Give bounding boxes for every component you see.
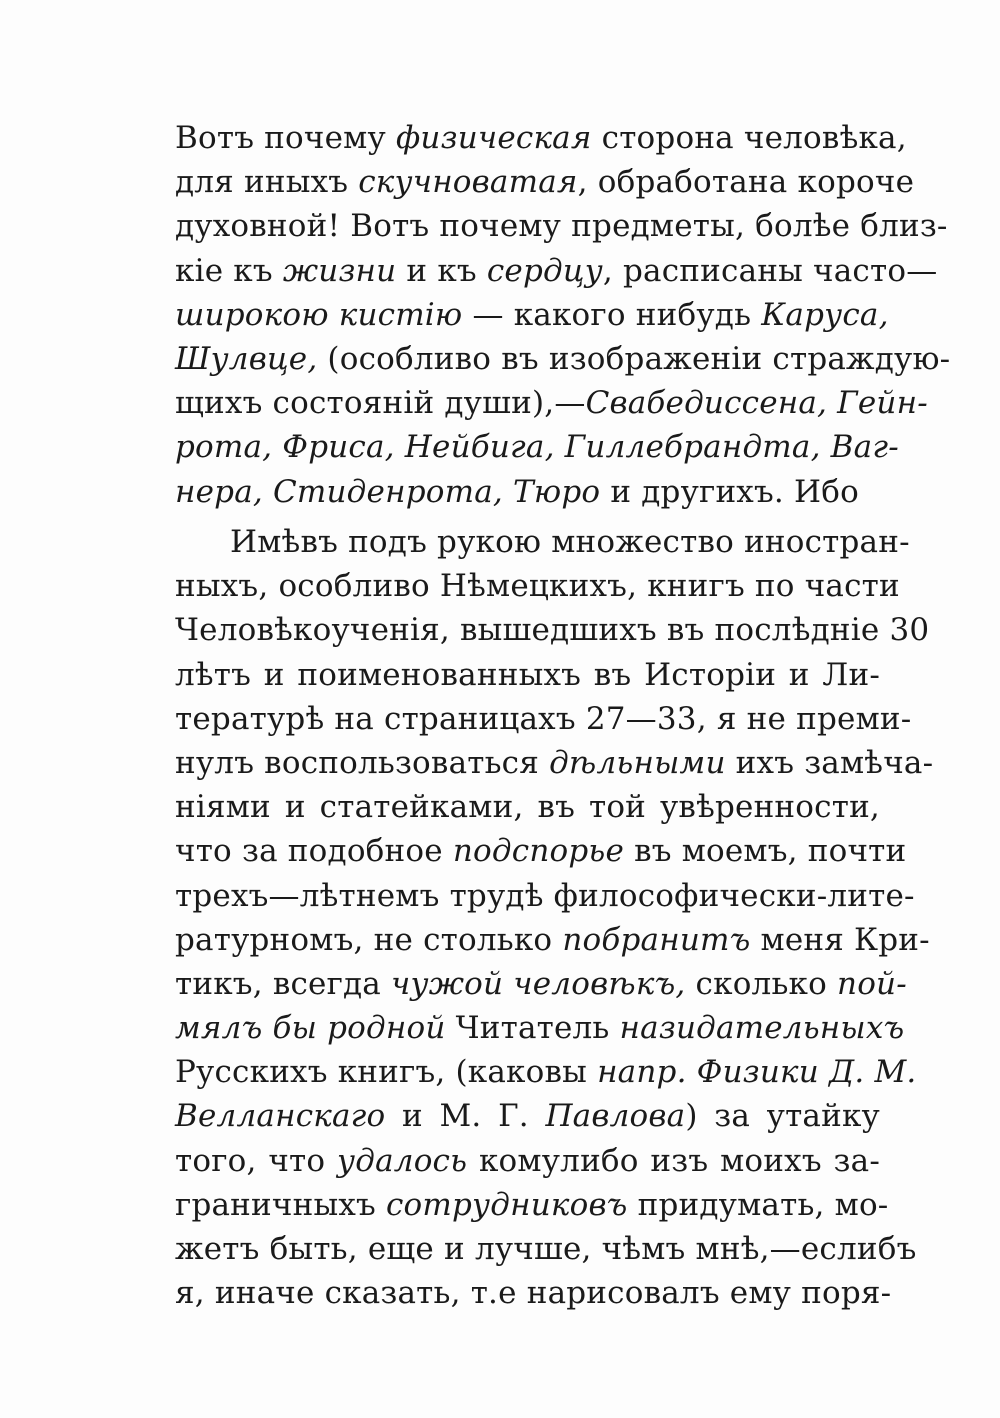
italic-text: скучноватая (358, 164, 578, 201)
italic-text: Велланскаго (175, 1098, 386, 1135)
italic-text: мялъ бы родной (175, 1010, 446, 1047)
text-segment: и другихъ. Ибо (600, 473, 859, 510)
text-line (175, 697, 912, 741)
text-segment: сторона человѣка, (591, 120, 907, 156)
text-segment: ныхъ, особливо Нѣмецкихъ, книгъ по части (175, 568, 900, 605)
text-segment: духовной! Вотъ почему предметы, болѣе близ- (175, 208, 948, 245)
text-segment: трехъ—лѣтнемъ трудѣ философически-лите- (175, 877, 915, 914)
text-line (175, 785, 880, 829)
text-segment: , обработана короче (577, 164, 915, 201)
text-line (175, 249, 938, 293)
italic-text: Каруса, (761, 296, 889, 333)
text-segment: комулибо изъ моихъ за- (467, 1142, 880, 1179)
text-segment: ніями и статейками, въ той увѣренности, (175, 789, 880, 826)
text-segment: что за подобное (175, 833, 453, 870)
text-line (175, 116, 907, 160)
italic-text: напр. Физики Д. М. (597, 1054, 917, 1091)
text-segment: я, иначе сказать, т.е нарисовалъ ему поря- (175, 1275, 892, 1312)
text-segment: ратурномъ, не столько (175, 921, 563, 958)
italic-text: широкою кистію (175, 296, 463, 333)
text-line (175, 653, 880, 697)
text-segment: граничныхъ (175, 1186, 386, 1223)
text-line (175, 741, 934, 785)
text-line (175, 1139, 880, 1183)
italic-text: удалось (337, 1142, 468, 1179)
text-segment: тикъ, всегда (175, 965, 392, 1002)
text-segment: жетъ быть, еще и лучше, чѣмъ мнѣ,—еслибъ (175, 1231, 917, 1267)
text-line (175, 470, 880, 514)
italic-text: Павлова (545, 1098, 686, 1135)
text-line (175, 1050, 917, 1094)
text-line (175, 520, 910, 564)
text-line (175, 337, 951, 381)
text-segment: — какого нибудь (462, 296, 762, 333)
paragraph-2 (175, 520, 934, 1315)
text-line (175, 160, 915, 204)
text-line (175, 564, 900, 608)
italic-text: Свабедиссена, Гейн- (585, 385, 928, 422)
text-line (175, 425, 899, 469)
text-segment: придумать, мо- (627, 1186, 889, 1223)
text-segment: Человѣкоученія, вышедшихъ въ послѣдніе 30 (175, 612, 930, 649)
italic-text: физическая (395, 120, 592, 156)
text-segment: и къ (396, 252, 487, 289)
text-segment: тературѣ на страницахъ 27—33, я не преми- (175, 700, 912, 737)
italic-text: подспорье (452, 833, 625, 870)
italic-text: рота, Фриса, Нейбига, Гиллебрандта, Ваг- (175, 429, 899, 466)
text-segment: Русскихъ книгъ, (каковы (175, 1054, 598, 1091)
italic-text: жизни (282, 252, 397, 289)
text-segment: , расписаны часто— (602, 252, 938, 289)
text-segment: меня Кри- (750, 921, 930, 958)
text-line (175, 1006, 905, 1050)
italic-text: пой- (837, 965, 907, 1002)
text-segment: Читатель (445, 1010, 620, 1047)
text-line (175, 1227, 917, 1271)
text-line (175, 608, 930, 652)
text-segment: нулъ воспользоваться (175, 744, 550, 781)
italic-text: Шулвце, (175, 340, 318, 377)
text-segment: ихъ замѣча- (725, 744, 934, 781)
paragraph-1 (175, 116, 951, 514)
text-line (175, 829, 907, 873)
italic-text: нера, Стиденрота, Тюро (175, 473, 601, 510)
text-segment: Имѣвъ подъ рукою множество иностран- (230, 524, 910, 560)
text-segment: щихъ состояній души),— (175, 385, 586, 422)
text-line (175, 874, 915, 918)
italic-text: чужой человѣкъ, (391, 965, 686, 1002)
italic-text: сердцу (486, 252, 603, 289)
italic-text: назидательныхъ (619, 1010, 905, 1047)
text-line (175, 1271, 892, 1315)
italic-text: побранитъ (562, 921, 751, 958)
text-segment: лѣтъ и поименованныхъ въ Исторіи и Ли- (175, 656, 880, 693)
text-segment: кіе къ (175, 252, 283, 289)
text-segment: и М. Г. (385, 1098, 546, 1135)
text-line (175, 293, 889, 337)
text-line (175, 918, 930, 962)
text-segment: для иныхъ (175, 164, 359, 201)
text-segment: (особливо въ изображеніи страждую- (317, 340, 951, 377)
text-segment: въ моемъ, почти (624, 833, 907, 870)
text-segment: сколько (685, 965, 838, 1002)
text-line (175, 1094, 880, 1138)
text-line (175, 1183, 889, 1227)
text-line (175, 962, 907, 1006)
text-line (175, 204, 948, 248)
text-segment: того, что (175, 1142, 338, 1179)
text-line (175, 381, 928, 425)
text-segment: ) за утайку (685, 1098, 880, 1135)
italic-text: дѣльными (549, 744, 726, 781)
text-segment: Вотъ почему (175, 120, 396, 156)
italic-text: сотрудниковъ (385, 1186, 628, 1223)
